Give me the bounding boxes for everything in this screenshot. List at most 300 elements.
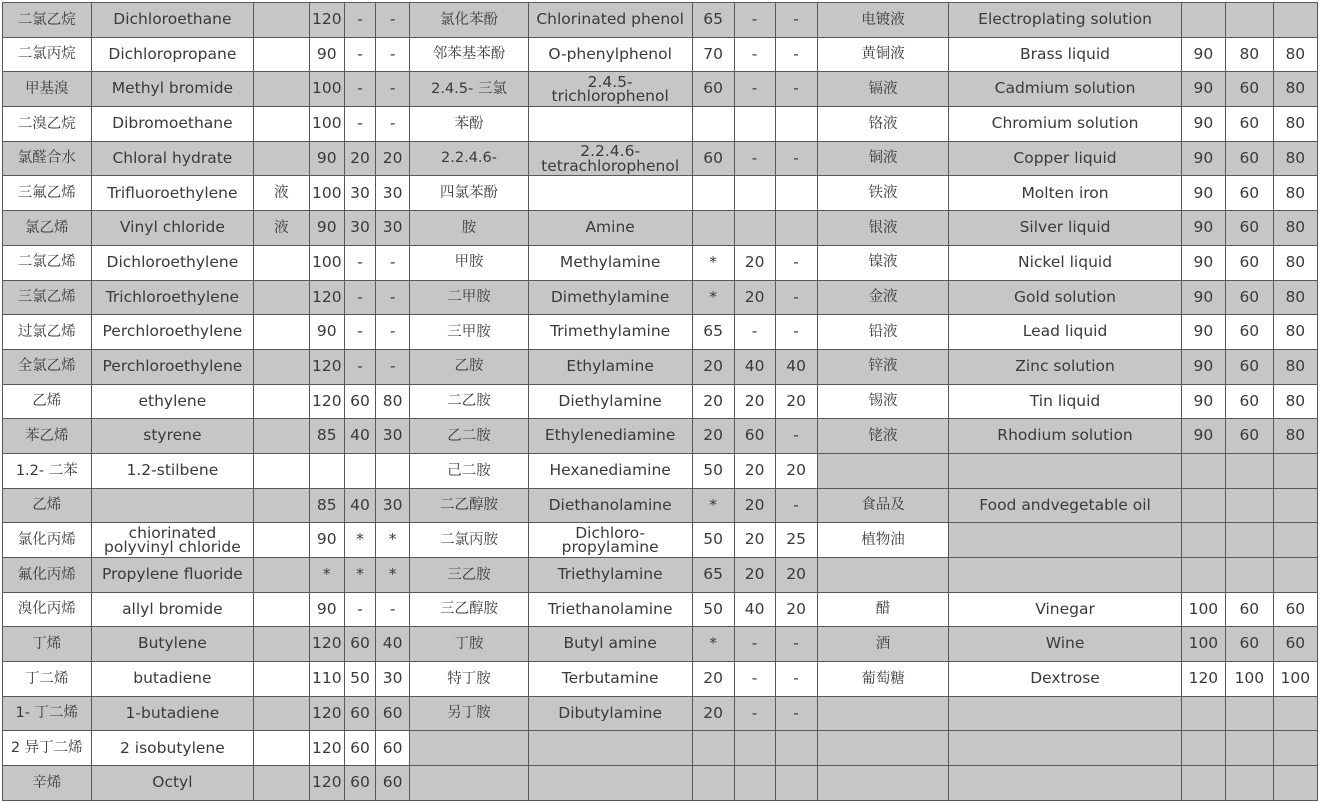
group-2-temp-1-cell: 50 [692,523,734,558]
group-2-temp-1-cell: 20 [692,384,734,419]
group-2-name-en-cell: Diethanolamine [528,488,692,523]
group-2-name-en-cell: O-phenylphenol [528,37,692,72]
group-3-temp-3-cell: 80 [1273,176,1317,211]
group-3-name-zh-cell: 镍液 [817,245,949,280]
group-1-name-zh-cell: 氯醛合水 [3,141,92,176]
group-2-name-en-cell: Triethylamine [528,558,692,593]
group-1-temp-3-cell: 80 [375,384,409,419]
group-1-name-en-cell [91,488,254,523]
group-3-temp-1-cell: 90 [1181,384,1225,419]
group-3-temp-3-cell [1273,453,1317,488]
group-2-temp-1-cell [692,211,734,246]
group-3-name-zh-cell: 银液 [817,211,949,246]
group-2-temp-3-cell: - [775,141,817,176]
group-3-temp-2-cell [1226,488,1274,523]
group-3-name-zh-cell: 食品及 [817,488,949,523]
group-3-name-en-cell [949,453,1181,488]
group-2-temp-1-cell: 60 [692,141,734,176]
group-2-temp-2-cell: - [734,315,775,350]
group-3-name-en-cell: Zinc solution [949,349,1181,384]
group-2-temp-3-cell [775,211,817,246]
group-1-state-cell [254,315,309,350]
group-1-state-cell [254,731,309,766]
group-3-temp-2-cell: 60 [1226,592,1274,627]
group-3-temp-1-cell: 90 [1181,141,1225,176]
group-1-name-en-cell: Butylene [91,627,254,662]
group-1-name-en-cell: butadiene [91,662,254,697]
group-3-name-zh-cell: 葡萄糖 [817,662,949,697]
group-3-name-en-cell: Chromium solution [949,107,1181,142]
group-3-temp-1-cell: 90 [1181,37,1225,72]
group-1-name-zh-cell: 三氟乙烯 [3,176,92,211]
group-2-temp-2-cell [734,731,775,766]
group-3-name-zh-cell [817,731,949,766]
group-1-name-zh-cell: 二氯乙烯 [3,245,92,280]
group-2-temp-3-cell: - [775,3,817,38]
group-2-name-en-cell [528,176,692,211]
group-2-temp-1-cell: 65 [692,3,734,38]
group-3-temp-1-cell: 90 [1181,280,1225,315]
group-2-temp-1-cell: 60 [692,72,734,107]
group-1-temp-2-cell: 30 [345,211,376,246]
group-1-temp-2-cell: 60 [345,696,376,731]
group-1-temp-3-cell: 30 [375,488,409,523]
group-2-name-zh-cell: 三甲胺 [410,315,528,350]
group-3-name-en-cell: Electroplating solution [949,3,1181,38]
group-2-temp-3-cell: - [775,315,817,350]
group-1-state-cell [254,37,309,72]
group-2-temp-3-cell: - [775,37,817,72]
group-1-temp-2-cell: 60 [345,766,376,801]
group-2-name-en-cell [528,731,692,766]
group-3-temp-3-cell: 80 [1273,315,1317,350]
group-2-temp-3-cell: - [775,696,817,731]
group-2-temp-3-cell: - [775,72,817,107]
group-1-temp-3-cell: - [375,592,409,627]
group-3-temp-1-cell: 90 [1181,315,1225,350]
group-1-temp-1-cell: 120 [309,731,344,766]
group-3-name-zh-cell [817,453,949,488]
group-1-temp-3-cell: - [375,37,409,72]
group-1-name-zh-cell: 过氯乙烯 [3,315,92,350]
group-1-temp-1-cell: 90 [309,592,344,627]
group-1-name-en-cell: Trichloroethylene [91,280,254,315]
group-2-name-en-cell: Amine [528,211,692,246]
chemical-resistance-table [2,2,1318,801]
group-3-name-zh-cell [817,696,949,731]
group-3-name-zh-cell: 铑液 [817,419,949,454]
table-row [3,211,1318,246]
group-1-name-en-cell: Vinyl chloride [91,211,254,246]
group-3-temp-3-cell [1273,523,1317,558]
group-3-temp-1-cell [1181,523,1225,558]
group-2-name-zh-cell: 甲胺 [410,245,528,280]
table-row [3,280,1318,315]
group-1-temp-2-cell: 60 [345,731,376,766]
group-1-temp-2-cell: 40 [345,488,376,523]
group-3-name-en-cell: Cadmium solution [949,72,1181,107]
group-2-temp-3-cell: - [775,488,817,523]
group-2-name-en-cell: Methylamine [528,245,692,280]
group-2-temp-2-cell: - [734,72,775,107]
table-row [3,176,1318,211]
group-1-temp-2-cell: - [345,107,376,142]
group-3-temp-1-cell [1181,3,1225,38]
group-3-temp-3-cell: 80 [1273,280,1317,315]
group-3-temp-3-cell: 80 [1273,384,1317,419]
group-1-temp-1-cell: 120 [309,384,344,419]
group-3-name-en-cell: Molten iron [949,176,1181,211]
group-2-name-zh-cell: 2.2.4.6- [410,141,528,176]
group-1-temp-1-cell: 85 [309,488,344,523]
group-3-temp-2-cell [1226,558,1274,593]
table-row [3,141,1318,176]
group-3-temp-1-cell: 90 [1181,211,1225,246]
group-3-name-en-cell: Food andvegetable oil [949,488,1181,523]
group-3-temp-2-cell: 60 [1226,280,1274,315]
group-1-temp-2-cell: * [345,523,376,558]
group-2-name-zh-cell [410,766,528,801]
group-2-temp-2-cell: 40 [734,349,775,384]
group-1-name-zh-cell: 二氯乙烷 [3,3,92,38]
group-1-name-en-cell: Dichloroethylene [91,245,254,280]
group-2-temp-3-cell: 40 [775,349,817,384]
group-2-temp-2-cell: 40 [734,592,775,627]
group-2-name-zh-cell: 乙胺 [410,349,528,384]
group-1-state-cell [254,419,309,454]
group-2-temp-3-cell: - [775,245,817,280]
group-1-state-cell [254,349,309,384]
group-3-temp-1-cell [1181,558,1225,593]
group-3-name-en-cell: Vinegar [949,592,1181,627]
group-3-temp-2-cell: 60 [1226,627,1274,662]
group-1-temp-1-cell: 120 [309,280,344,315]
group-1-state-cell [254,280,309,315]
group-2-name-en-cell: Trimethylamine [528,315,692,350]
group-2-temp-2-cell: - [734,141,775,176]
group-1-temp-3-cell: - [375,107,409,142]
group-3-name-en-cell: Nickel liquid [949,245,1181,280]
group-1-name-en-cell: ethylene [91,384,254,419]
group-3-temp-1-cell: 120 [1181,662,1225,697]
group-1-temp-3-cell: * [375,523,409,558]
group-2-name-en-cell [528,107,692,142]
table-row [3,315,1318,350]
group-1-temp-1-cell: 120 [309,627,344,662]
group-1-state-cell [254,141,309,176]
group-3-name-zh-cell: 铅液 [817,315,949,350]
group-1-temp-1-cell: 90 [309,37,344,72]
group-2-name-en-cell: Chlorinated phenol [528,3,692,38]
group-2-temp-3-cell: 20 [775,558,817,593]
group-1-temp-1-cell [309,453,344,488]
table-row [3,662,1318,697]
group-2-temp-3-cell [775,731,817,766]
cell-text: 2.4.5- trichlorophenol [551,72,669,106]
group-3-temp-3-cell [1273,558,1317,593]
group-3-name-en-cell [949,696,1181,731]
group-3-name-en-cell: Tin liquid [949,384,1181,419]
group-1-temp-3-cell: 30 [375,176,409,211]
group-3-temp-1-cell: 90 [1181,72,1225,107]
group-1-name-zh-cell: 丁二烯 [3,662,92,697]
group-1-name-zh-cell: 丁烯 [3,627,92,662]
group-3-temp-3-cell [1273,488,1317,523]
group-3-temp-3-cell: 80 [1273,211,1317,246]
group-3-temp-2-cell: 80 [1226,37,1274,72]
group-2-name-en-cell [528,72,692,107]
group-2-temp-2-cell: - [734,3,775,38]
group-3-temp-3-cell: 80 [1273,72,1317,107]
group-3-temp-1-cell [1181,453,1225,488]
group-1-name-zh-cell: 氟化丙烯 [3,558,92,593]
group-3-temp-3-cell: 80 [1273,141,1317,176]
group-2-name-zh-cell: 另丁胺 [410,696,528,731]
group-1-state-cell [254,107,309,142]
group-2-temp-2-cell [734,176,775,211]
group-1-name-en-cell: Perchloroethylene [91,349,254,384]
group-2-name-en-cell: Ethylamine [528,349,692,384]
group-1-temp-1-cell: 90 [309,315,344,350]
group-1-temp-2-cell: - [345,37,376,72]
group-1-temp-2-cell [345,453,376,488]
group-1-temp-3-cell: - [375,72,409,107]
group-2-temp-1-cell: * [692,488,734,523]
group-2-temp-1-cell: * [692,245,734,280]
table-row [3,627,1318,662]
group-2-name-en-cell: Triethanolamine [528,592,692,627]
group-2-temp-1-cell: 20 [692,419,734,454]
group-3-temp-1-cell: 90 [1181,107,1225,142]
group-1-temp-2-cell: 60 [345,627,376,662]
table-row [3,37,1318,72]
group-3-temp-2-cell: 60 [1226,141,1274,176]
group-1-temp-2-cell: - [345,349,376,384]
group-1-name-zh-cell: 氯化丙烯 [3,523,92,558]
group-2-temp-3-cell: 20 [775,453,817,488]
group-3-temp-3-cell: 60 [1273,627,1317,662]
group-3-name-en-cell: Brass liquid [949,37,1181,72]
table-row [3,592,1318,627]
group-3-temp-3-cell: 80 [1273,349,1317,384]
group-1-name-en-cell: Propylene fluoride [91,558,254,593]
group-2-name-en-cell [528,141,692,176]
cell-text: Dichloro- propylamine [561,523,659,557]
group-3-name-zh-cell: 电镀液 [817,3,949,38]
group-1-state-cell [254,523,309,558]
group-3-temp-3-cell: 60 [1273,592,1317,627]
group-2-temp-1-cell: 50 [692,453,734,488]
group-1-temp-1-cell: 100 [309,176,344,211]
group-2-temp-1-cell: 70 [692,37,734,72]
group-1-temp-1-cell: 90 [309,141,344,176]
group-2-temp-1-cell: 50 [692,592,734,627]
group-3-temp-2-cell: 60 [1226,107,1274,142]
group-1-name-en-cell: Trifluoroethylene [91,176,254,211]
group-2-temp-3-cell [775,107,817,142]
group-2-temp-2-cell [734,107,775,142]
group-3-name-zh-cell: 铁液 [817,176,949,211]
group-3-name-zh-cell: 镉液 [817,72,949,107]
group-2-temp-1-cell: 65 [692,558,734,593]
group-1-name-zh-cell: 1.2- 二苯 [3,453,92,488]
group-1-name-en-cell [91,523,254,558]
group-2-name-zh-cell: 邻苯基苯酚 [410,37,528,72]
table-row [3,523,1318,558]
group-3-name-en-cell: Wine [949,627,1181,662]
group-3-name-en-cell: Lead liquid [949,315,1181,350]
group-1-name-zh-cell: 全氯乙烯 [3,349,92,384]
group-1-temp-2-cell: - [345,592,376,627]
group-1-name-en-cell: Perchloroethylene [91,315,254,350]
cell-text: 2.2.4.6- tetrachlorophenol [541,142,680,175]
group-1-name-en-cell: Dichloroethane [91,3,254,38]
table-row [3,3,1318,38]
group-2-temp-1-cell [692,731,734,766]
table-row [3,245,1318,280]
group-3-name-en-cell: Gold solution [949,280,1181,315]
group-1-temp-3-cell: - [375,315,409,350]
group-1-name-en-cell: 1.2-stilbene [91,453,254,488]
group-2-name-zh-cell: 四氯苯酚 [410,176,528,211]
group-2-temp-3-cell: - [775,627,817,662]
cell-text: chiorinated polyvinyl chloride [104,523,241,557]
group-3-temp-2-cell [1226,3,1274,38]
group-3-temp-2-cell: 60 [1226,176,1274,211]
table-row [3,488,1318,523]
group-1-temp-3-cell: 30 [375,662,409,697]
group-1-temp-3-cell: 60 [375,696,409,731]
group-1-name-zh-cell: 辛烯 [3,766,92,801]
group-3-temp-2-cell: 60 [1226,384,1274,419]
group-3-temp-1-cell: 90 [1181,419,1225,454]
group-3-name-en-cell [949,766,1181,801]
group-1-temp-1-cell: 100 [309,72,344,107]
group-1-temp-2-cell: 40 [345,419,376,454]
group-1-name-zh-cell: 乙烯 [3,488,92,523]
table-row [3,731,1318,766]
group-3-name-zh-cell [817,766,949,801]
table-row [3,107,1318,142]
group-3-name-zh-cell: 铜液 [817,141,949,176]
group-3-temp-1-cell: 90 [1181,349,1225,384]
group-3-temp-3-cell: 100 [1273,662,1317,697]
group-3-temp-2-cell: 60 [1226,419,1274,454]
group-1-temp-1-cell: 120 [309,349,344,384]
group-1-state-cell: 液 [254,211,309,246]
group-2-name-zh-cell: 二乙醇胺 [410,488,528,523]
group-3-temp-2-cell [1226,696,1274,731]
group-2-temp-2-cell: 20 [734,453,775,488]
group-2-name-zh-cell: 特丁胺 [410,662,528,697]
group-1-temp-3-cell: 30 [375,419,409,454]
group-1-state-cell [254,3,309,38]
group-3-name-zh-cell: 金液 [817,280,949,315]
group-1-temp-1-cell: 90 [309,211,344,246]
group-3-temp-1-cell: 100 [1181,627,1225,662]
group-1-name-zh-cell: 乙烯 [3,384,92,419]
group-3-temp-3-cell [1273,696,1317,731]
group-1-name-zh-cell: 2 异丁二烯 [3,731,92,766]
group-1-temp-3-cell: 60 [375,766,409,801]
group-1-temp-2-cell: - [345,245,376,280]
group-1-temp-3-cell: - [375,245,409,280]
group-1-temp-1-cell: 85 [309,419,344,454]
group-3-temp-2-cell: 60 [1226,211,1274,246]
group-1-state-cell: 液 [254,176,309,211]
group-2-name-zh-cell [410,731,528,766]
group-2-name-en-cell [528,523,692,558]
group-3-temp-2-cell: 60 [1226,245,1274,280]
group-3-temp-3-cell [1273,3,1317,38]
group-1-temp-1-cell: 90 [309,523,344,558]
group-3-temp-3-cell [1273,731,1317,766]
group-2-name-zh-cell: 丁胺 [410,627,528,662]
group-3-temp-1-cell: 90 [1181,245,1225,280]
group-1-name-zh-cell: 二氯丙烷 [3,37,92,72]
group-3-name-zh-cell: 锌液 [817,349,949,384]
group-1-name-zh-cell: 氯乙烯 [3,211,92,246]
group-3-temp-1-cell: 90 [1181,176,1225,211]
group-3-temp-3-cell: 80 [1273,419,1317,454]
group-2-temp-2-cell: - [734,696,775,731]
group-2-temp-3-cell: 20 [775,592,817,627]
group-3-temp-2-cell [1226,523,1274,558]
group-2-temp-1-cell: 65 [692,315,734,350]
group-3-temp-1-cell [1181,696,1225,731]
group-3-temp-1-cell [1181,766,1225,801]
group-3-temp-3-cell [1273,766,1317,801]
group-3-name-zh-cell: 醋 [817,592,949,627]
group-1-name-en-cell: Chloral hydrate [91,141,254,176]
group-3-name-en-cell [949,558,1181,593]
group-2-name-en-cell: Terbutamine [528,662,692,697]
group-1-temp-2-cell: 30 [345,176,376,211]
group-2-temp-1-cell [692,176,734,211]
group-1-name-en-cell: 2 isobutylene [91,731,254,766]
group-1-temp-1-cell: 100 [309,245,344,280]
group-2-name-zh-cell: 苯酚 [410,107,528,142]
group-1-state-cell [254,558,309,593]
group-2-name-en-cell: Dimethylamine [528,280,692,315]
group-3-temp-1-cell: 100 [1181,592,1225,627]
group-2-temp-1-cell: 20 [692,662,734,697]
group-2-name-en-cell: Butyl amine [528,627,692,662]
group-3-name-en-cell: Rhodium solution [949,419,1181,454]
group-3-temp-2-cell: 60 [1226,72,1274,107]
group-2-name-zh-cell: 三乙醇胺 [410,592,528,627]
group-1-name-zh-cell: 1- 丁二烯 [3,696,92,731]
group-2-temp-2-cell: 60 [734,419,775,454]
group-3-name-en-cell [949,523,1181,558]
group-1-temp-2-cell: 50 [345,662,376,697]
group-2-name-zh-cell: 胺 [410,211,528,246]
group-2-name-zh-cell: 己二胺 [410,453,528,488]
group-2-name-en-cell: Ethylenediamine [528,419,692,454]
group-1-name-en-cell: Dibromoethane [91,107,254,142]
group-1-temp-3-cell: - [375,349,409,384]
group-1-name-zh-cell: 苯乙烯 [3,419,92,454]
group-3-temp-1-cell [1181,731,1225,766]
group-2-temp-1-cell: 20 [692,696,734,731]
group-2-temp-1-cell [692,766,734,801]
group-3-temp-2-cell: 60 [1226,315,1274,350]
group-1-temp-3-cell: * [375,558,409,593]
group-1-temp-1-cell: 120 [309,3,344,38]
group-1-state-cell [254,766,309,801]
group-1-name-zh-cell: 三氯乙烯 [3,280,92,315]
group-1-temp-3-cell: 20 [375,141,409,176]
